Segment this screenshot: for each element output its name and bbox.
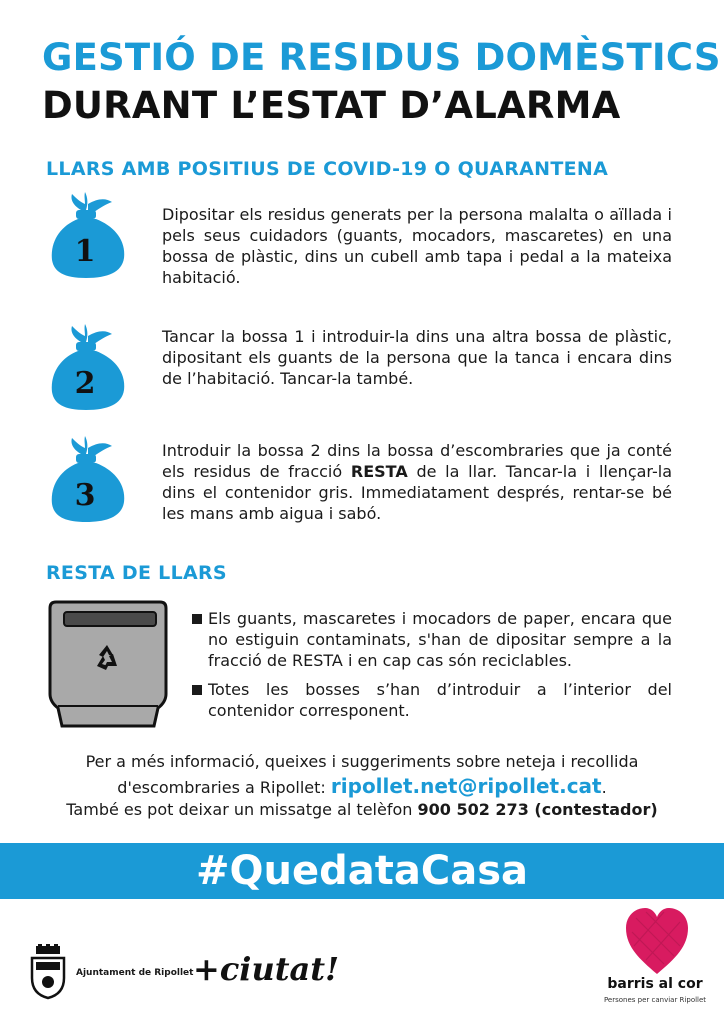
ajuntament-name: Ajuntament de Ripollet — [76, 968, 194, 978]
section-title-rest: RESTA DE LLARS — [46, 562, 227, 584]
info-line-2 — [30, 774, 694, 800]
trash-bag-icon — [48, 322, 132, 410]
step-3-text-bold: RESTA — [350, 462, 408, 481]
ciutat-logo: +ciutat! — [193, 950, 340, 988]
barris-al-cor-logo — [600, 906, 710, 1016]
info-line-1: Per a més informació, queixes i suggeriments sobre neteja i recollida — [85, 752, 639, 771]
step-number: 3 — [74, 478, 96, 513]
contact-email-link[interactable]: ripollet.net@ripollet.cat — [330, 774, 602, 798]
step-3-text-end: de la llar. Tancar-la i llençar-la dins el contenidor gris. Immediatament després, rentar-se bé les mans amb aigua i sabó. — [162, 462, 673, 523]
contact-phone: 900 502 273 (contestador) — [417, 800, 658, 819]
bullet-text: Totes les bosses s’han d’introduir a l’interior del contenidor corresponent. — [208, 680, 672, 720]
info-line-3 — [30, 798, 694, 822]
step-number: 1 — [74, 234, 96, 269]
bullet-text: Els guants, mascaretes i mocadors de paper, encara que no estiguin contaminats, s'han de dipositar sempre a la fracció de RESTA i en cap cas són reciclables. — [208, 609, 672, 670]
info-line-2-suffix: . — [601, 778, 607, 797]
hashtag-banner: #QuedataCasa — [0, 843, 724, 899]
step-number: 2 — [74, 366, 96, 401]
municipal-crest-icon — [28, 944, 68, 1000]
trash-bag-icon — [48, 190, 132, 278]
section-title-quarantine: LLARS AMB POSITIUS DE COVID-19 O QUARANTENA — [46, 158, 609, 180]
bullet-square-icon — [192, 614, 202, 624]
trash-bag-icon — [48, 434, 132, 522]
info-line-3-prefix: També es pot deixar un missatge al telèfon — [66, 800, 418, 819]
step-2-text: Tancar la bossa 1 i introduir-la dins una altra bossa de plàstic, dipositant els guants de la persona que la tanca i encara dins de l’habitació. Tancar-la també. — [162, 327, 672, 388]
rest-bullet-list — [190, 608, 672, 729]
barris-al-cor-tagline: Persones per canviar Ripollet — [603, 996, 707, 1004]
info-line-2-prefix: d'escombraries a Ripollet: — [117, 778, 331, 797]
bullet-item — [190, 608, 672, 671]
bullet-item — [190, 679, 672, 721]
bullet-square-icon — [192, 685, 202, 695]
barris-al-cor-name: barris al cor — [607, 976, 703, 992]
recycle-icon — [92, 642, 122, 672]
step-3-text — [162, 440, 672, 524]
title-line-2: DURANT L’ESTAT D’ALARMA — [42, 84, 621, 127]
heart-logo-icon — [624, 906, 690, 976]
trash-bin-icon — [46, 598, 170, 728]
title-line-1: GESTIÓ DE RESIDUS DOMÈSTICS — [42, 36, 721, 79]
step-3-text-start: Introduir la bossa 2 dins la bossa d’escombraries que ja conté els residus de fracció — [162, 441, 672, 481]
step-1-text: Dipositar els residus generats per la persona malalta o aïllada i pels seus cuidadors (guants, mocadors, mascaretes) en una bossa de plàstic, dins un cubell amb tapa i pedal a la mateixa habitació. — [162, 205, 672, 287]
